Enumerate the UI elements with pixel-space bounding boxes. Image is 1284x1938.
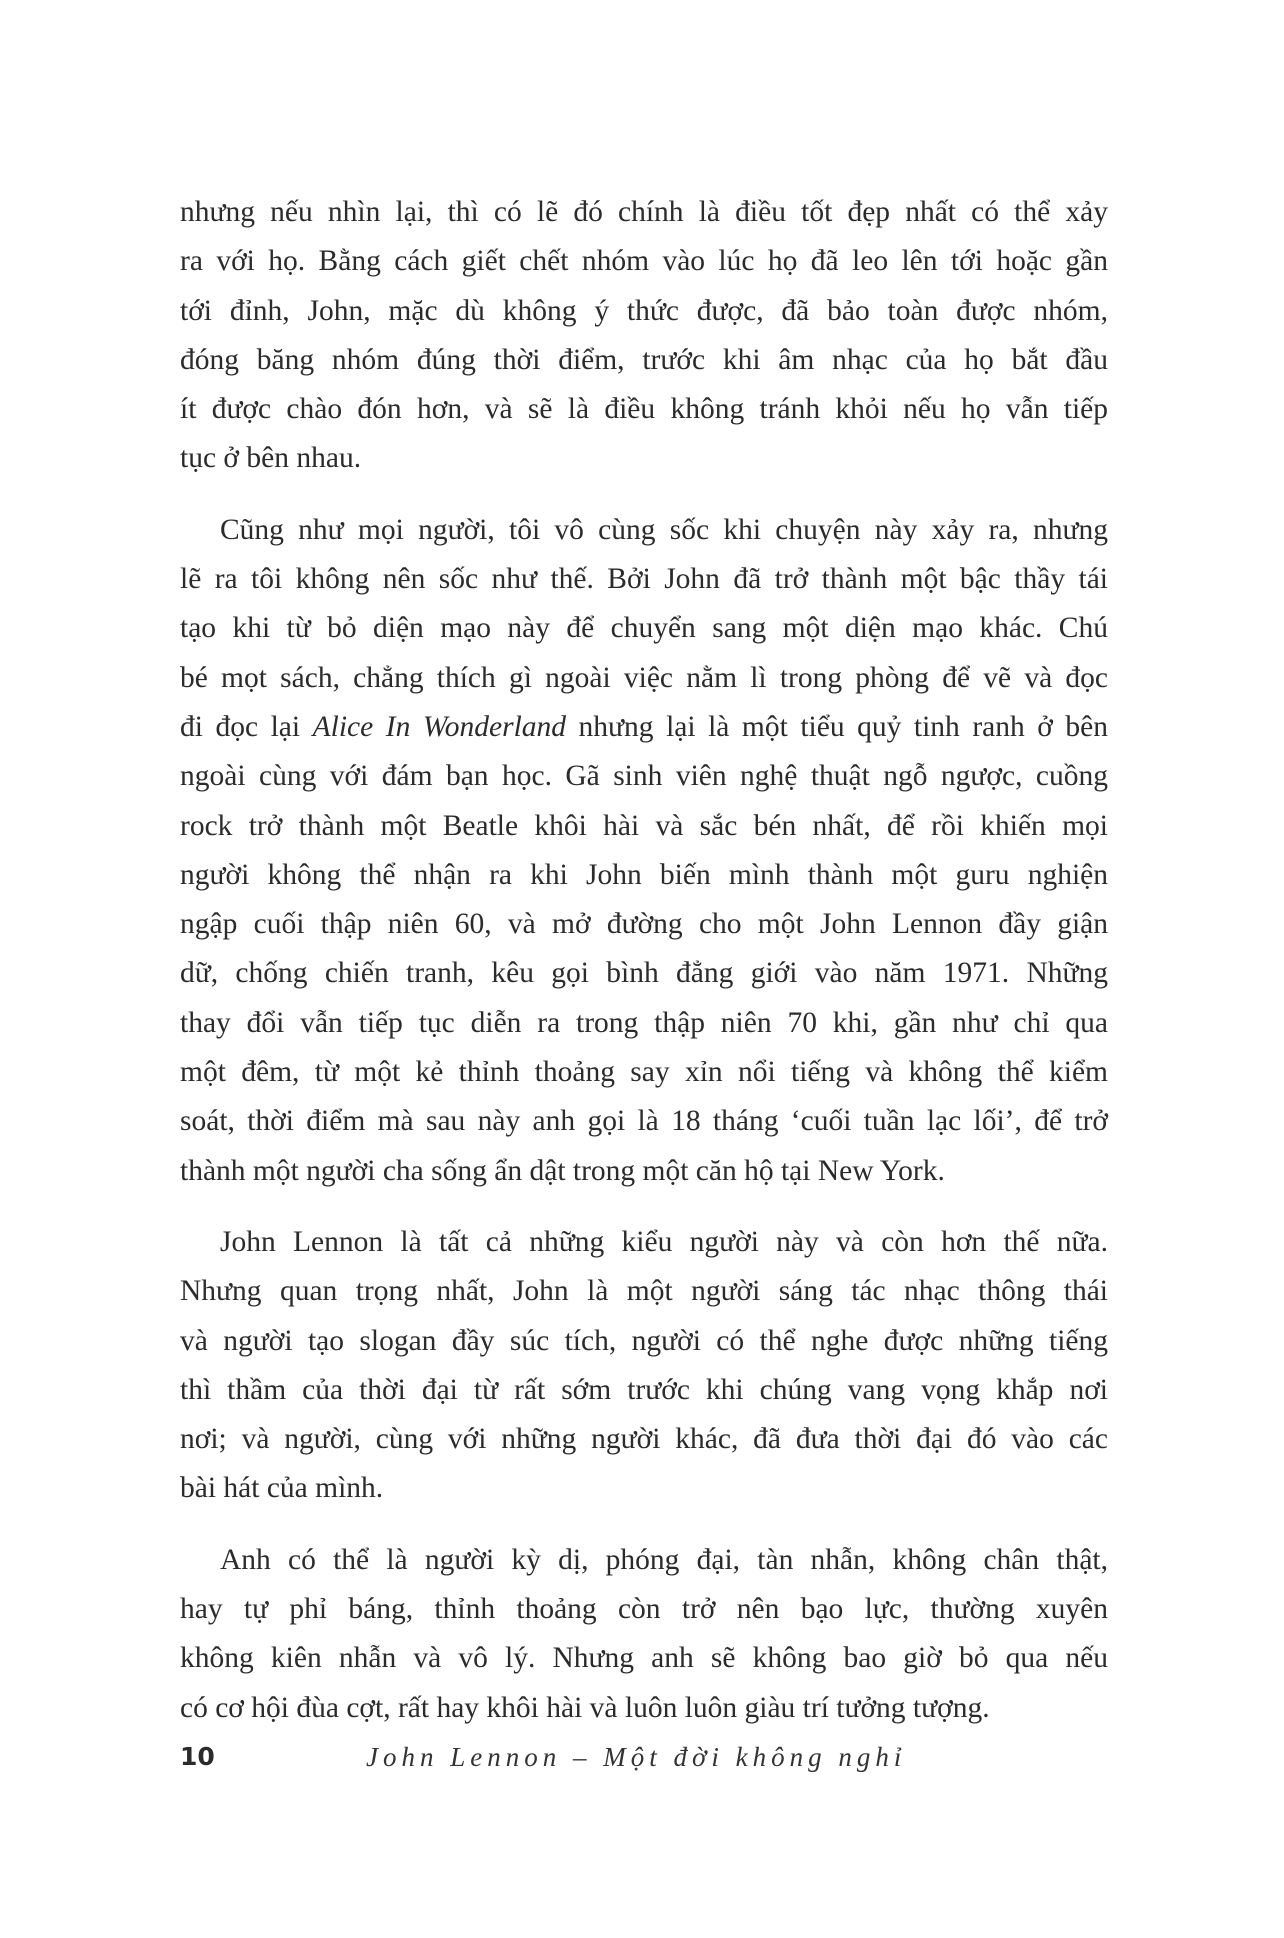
text-line: hay tự phỉ báng, thỉnh thoảng còn trở nên bạo lực, thường xuyên — [180, 1593, 1108, 1626]
text-line: thay đổi vẫn tiếp tục diễn ra trong thập niên 70 khi, gần như chỉ qua — [180, 1006, 1108, 1039]
text-fragment: nhưng lại là một tiểu quỷ tinh ranh ở bên — [566, 710, 1108, 743]
text-line: ít được chào đón hơn, và sẽ là điều không tránh khỏi nếu họ vẫn tiếp — [180, 393, 1108, 426]
text-line: ngoài cùng với đám bạn học. Gã sinh viên nghệ thuật ngỗ ngược, cuồng — [180, 760, 1108, 793]
body-text — [180, 188, 1108, 1755]
paragraph-3 — [180, 1218, 1108, 1514]
text-line: đóng băng nhóm đúng thời điểm, trước khi âm nhạc của họ bắt đầu — [180, 343, 1108, 376]
paragraph-2 — [180, 506, 1108, 1196]
page-number: 10 — [180, 1742, 215, 1771]
text-fragment: đi đọc lại — [180, 710, 313, 743]
text-line: bài hát của mình. — [180, 1472, 384, 1505]
book-title-italic: Alice In Wonderland — [312, 710, 567, 743]
text-line: tới đỉnh, John, mặc dù không ý thức được, đã bảo toàn được nhóm, — [180, 294, 1108, 327]
text-line: tạo khi từ bỏ diện mạo này để chuyển sang một diện mạo khác. Chú — [180, 612, 1108, 645]
text-line: dữ, chống chiến tranh, kêu gọi bình đẳng giới vào năm 1971. Những — [180, 957, 1108, 990]
running-title: John Lennon – Một đời không nghỉ — [366, 1742, 907, 1772]
text-line-with-italic-title — [180, 703, 1108, 752]
text-line: người không thể nhận ra khi John biến mình thành một guru nghiện — [180, 858, 1108, 891]
paragraph-1 — [180, 188, 1108, 484]
text-line: Anh có thể là người kỳ dị, phóng đại, tàn nhẫn, không chân thật, — [220, 1543, 1108, 1576]
text-line: ngập cuối thập niên 60, và mở đường cho một John Lennon đầy giận — [180, 908, 1108, 941]
text-line: Cũng như mọi người, tôi vô cùng sốc khi chuyện này xảy ra, nhưng — [220, 513, 1108, 546]
text-line: tục ở bên nhau. — [180, 442, 362, 475]
text-line: John Lennon là tất cả những kiểu người này và còn hơn thế nữa. — [220, 1225, 1108, 1258]
text-line: và người tạo slogan đầy súc tích, người có thể nghe được những tiếng — [180, 1324, 1108, 1357]
text-line: rock trở thành một Beatle khôi hài và sắc bén nhất, để rồi khiến mọi — [180, 809, 1108, 842]
text-line: thành một người cha sống ẩn dật trong một căn hộ tại New York. — [180, 1154, 945, 1187]
text-line: Nhưng quan trọng nhất, John là một người sáng tác nhạc thông thái — [180, 1275, 1108, 1308]
text-line: có cơ hội đùa cợt, rất hay khôi hài và luôn luôn giàu trí tưởng tượng. — [180, 1691, 990, 1724]
text-line: không kiên nhẫn và vô lý. Nhưng anh sẽ không bao giờ bỏ qua nếu — [180, 1642, 1108, 1675]
text-line: một đêm, từ một kẻ thỉnh thoảng say xỉn nổi tiếng và không thể kiểm — [180, 1056, 1108, 1089]
text-line: bé mọt sách, chẳng thích gì ngoài việc nằm lì trong phòng để vẽ và đọc — [180, 661, 1108, 694]
text-line: nơi; và người, cùng với những người khác, đã đưa thời đại đó vào các — [180, 1423, 1108, 1456]
text-line: lẽ ra tôi không nên sốc như thế. Bởi John đã trở thành một bậc thầy tái — [180, 563, 1108, 596]
text-line: soát, thời điểm mà sau này anh gọi là 18 tháng ‘cuối tuần lạc lối’, để trở — [180, 1105, 1108, 1138]
text-line: thì thầm của thời đại từ rất sớm trước khi chúng vang vọng khắp nơi — [180, 1373, 1108, 1406]
text-line: nhưng nếu nhìn lại, thì có lẽ đó chính là điều tốt đẹp nhất có thể xảy — [180, 196, 1108, 228]
text-line: ra với họ. Bằng cách giết chết nhóm vào lúc họ đã leo lên tới hoặc gần — [180, 245, 1108, 278]
paragraph-4 — [180, 1536, 1108, 1733]
page-footer — [180, 1742, 1108, 1782]
